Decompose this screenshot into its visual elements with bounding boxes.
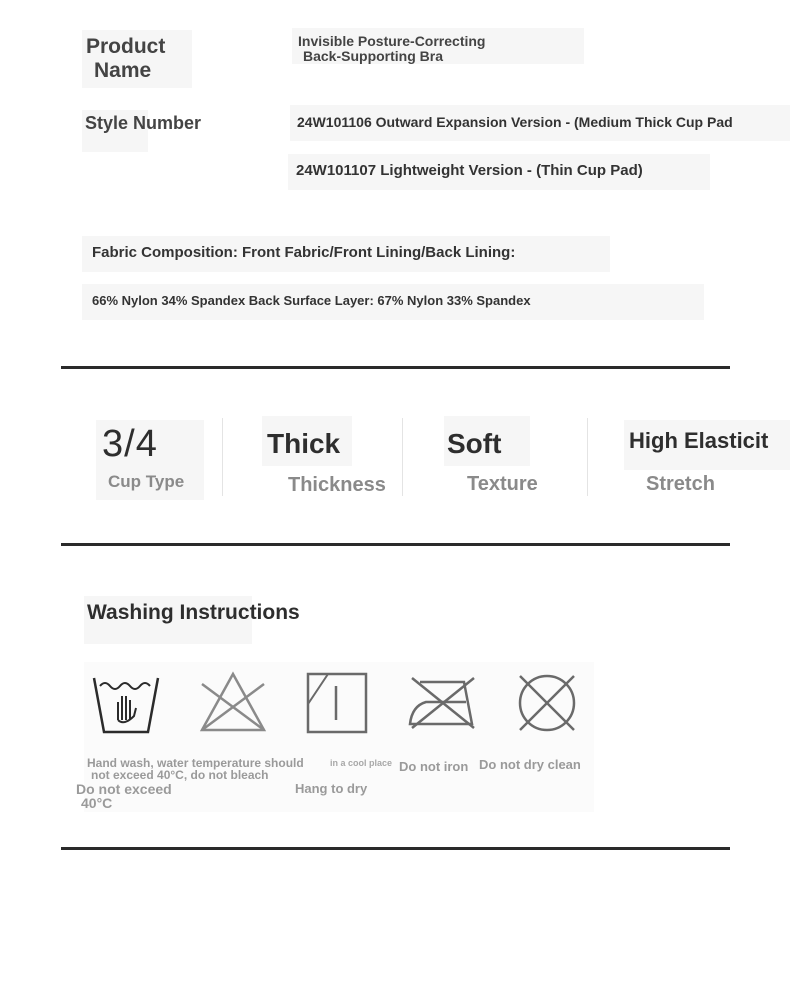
divider-1 [61,366,730,369]
stretch-value: High Elasticit [629,428,769,453]
hand-wash-icon [92,672,160,736]
texture-value: Soft [447,428,502,459]
divider-3 [61,847,730,850]
cup-type-label: Cup Type [108,472,185,491]
fabric-composition: 66% Nylon 34% Spandex Back Surface Layer: 67% Nylon 33% Spandex [92,293,531,308]
hang-dry-icon [306,672,368,734]
fabric-heading: Fabric Composition: Front Fabric/Front Lining/Back Lining: [92,244,516,261]
do-not-dry-clean-icon [516,672,578,734]
product-name-label: Product Name [86,35,166,82]
divider-2 [61,543,730,546]
style-number-2: 24W101107 Lightweight Version - (Thin Cup Pad) [296,162,643,179]
style-number-label: Style Number [85,113,202,133]
thickness-value: Thick [267,428,341,459]
no-iron-caption: Do not iron [399,759,469,774]
do-not-iron-icon [406,672,478,732]
hang-dry-caption: Hang to dry [295,781,368,796]
cool-place-caption: in a cool place [330,758,393,768]
hand-wash-caption: Hand wash, water temperature should not exceed 40°C, do not bleach [87,756,304,782]
separator [222,418,223,496]
do-not-bleach-icon [198,670,268,734]
texture-label: Texture [467,473,538,495]
stretch-label: Stretch [646,473,715,495]
no-exceed-caption: Do not exceed 40°C [76,781,172,811]
product-name-value: Invisible Posture-Correcting Back-Supporting Bra [298,33,486,64]
separator [402,418,403,496]
cup-type-value: 3/4 [102,423,158,465]
thickness-label: Thickness [288,474,386,496]
washing-title: Washing Instructions [87,601,300,624]
no-dry-clean-caption: Do not dry clean [479,757,581,772]
style-number-1: 24W101106 Outward Expansion Version - (Medium Thick Cup Pad [297,114,733,130]
separator [587,418,588,496]
